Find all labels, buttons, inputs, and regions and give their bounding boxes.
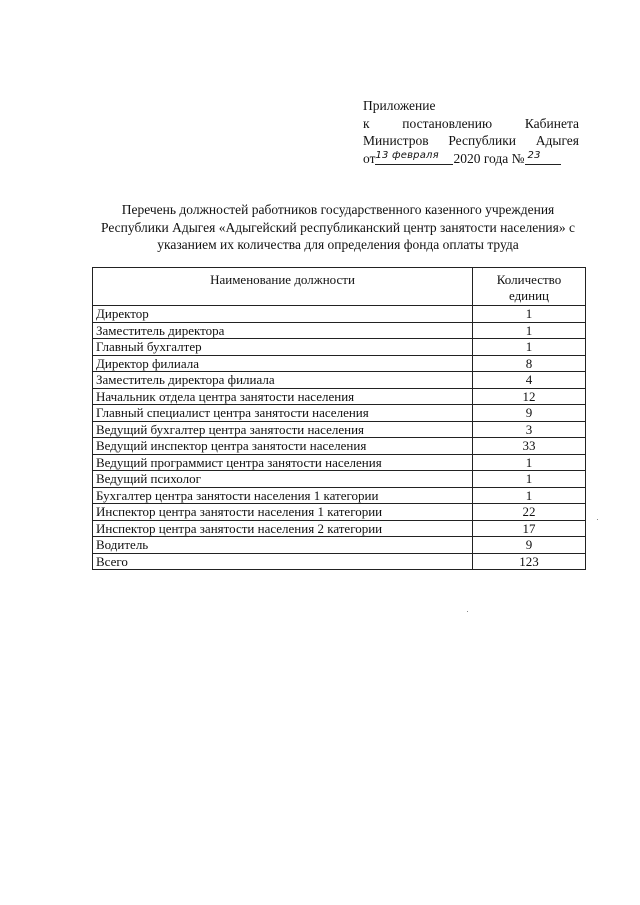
position-quantity: 1: [473, 471, 586, 488]
position-name: Ведущий бухгалтер центра занятости населения: [93, 421, 473, 438]
table-header-row: [93, 268, 586, 306]
table-row: [93, 388, 586, 405]
position-quantity: 8: [473, 355, 586, 372]
resolution-word-2: постановлению: [402, 115, 493, 131]
position-name: Ведущий программист центра занятости населения: [93, 454, 473, 471]
position-name: Начальник отдела центра занятости населения: [93, 388, 473, 405]
ministers-word-1: Министров: [363, 133, 429, 148]
position-quantity: 33: [473, 438, 586, 455]
ministers-word-3: Адыгея: [535, 133, 579, 148]
position-quantity: 9: [473, 537, 586, 554]
position-name: Главный бухгалтер: [93, 339, 473, 356]
position-quantity: 4: [473, 372, 586, 389]
position-name: Директор филиала: [93, 355, 473, 372]
handwritten-date: 13 февраля: [375, 149, 439, 161]
position-quantity: 123: [473, 553, 586, 570]
position-name: Ведущий психолог: [93, 471, 473, 488]
table-row: [93, 405, 586, 422]
date-suffix: 2020 года №: [453, 150, 525, 166]
position-name: Инспектор центра занятости населения 2 категории: [93, 520, 473, 537]
position-quantity: 1: [473, 339, 586, 356]
position-quantity: 9: [473, 405, 586, 422]
position-quantity: 1: [473, 306, 586, 323]
date-line: [363, 150, 579, 168]
ministers-word-2: Республики: [448, 133, 517, 148]
positions-table: [92, 267, 586, 570]
resolution-word-1: к: [363, 115, 370, 131]
position-quantity: 1: [473, 322, 586, 339]
position-name: Главный специалист центра занятости населения: [93, 405, 473, 422]
date-field: [375, 150, 453, 165]
position-quantity: 17: [473, 520, 586, 537]
position-quantity: 1: [473, 454, 586, 471]
table-row: [93, 322, 586, 339]
resolution-line: [363, 115, 579, 133]
resolution-word-3: Кабинета: [524, 115, 580, 131]
table-row: [93, 306, 586, 323]
table-row: [93, 438, 586, 455]
position-name: Всего: [93, 553, 473, 570]
table-row: [93, 339, 586, 356]
table-row: [93, 372, 586, 389]
date-prefix: от: [363, 150, 376, 166]
table-row: [93, 487, 586, 504]
position-name: Заместитель директора: [93, 322, 473, 339]
column-header-qty: Количество единиц: [473, 268, 586, 306]
position-quantity: 12: [473, 388, 586, 405]
position-name: Водитель: [93, 537, 473, 554]
position-quantity: 22: [473, 504, 586, 521]
position-name: Инспектор центра занятости населения 1 категории: [93, 504, 473, 521]
table-row: [93, 471, 586, 488]
scan-speck: [597, 519, 598, 520]
table-row: [93, 520, 586, 537]
appendix-label: Приложение: [363, 98, 436, 113]
appendix-header: [363, 97, 579, 167]
table-row: [93, 553, 586, 570]
table-row: [93, 537, 586, 554]
scan-speck: [467, 611, 468, 612]
table-row: [93, 421, 586, 438]
position-name: Заместитель директора филиала: [93, 372, 473, 389]
document-title: Перечень должностей работников государственного казенного учреждения Республики Адыгея «Адыгейский республиканский центр занятости населения» с указанием их количества для определения фонда оплаты труда: [101, 202, 575, 252]
position-quantity: 1: [473, 487, 586, 504]
table-row: [93, 504, 586, 521]
position-name: Ведущий инспектор центра занятости населения: [93, 438, 473, 455]
number-field: [525, 150, 561, 165]
column-header-name: Наименование должности: [93, 268, 473, 306]
table-row: [93, 355, 586, 372]
position-name: Директор: [93, 306, 473, 323]
position-name: Бухгалтер центра занятости населения 1 категории: [93, 487, 473, 504]
position-quantity: 3: [473, 421, 586, 438]
table-row: [93, 454, 586, 471]
handwritten-number: 23: [527, 149, 541, 161]
